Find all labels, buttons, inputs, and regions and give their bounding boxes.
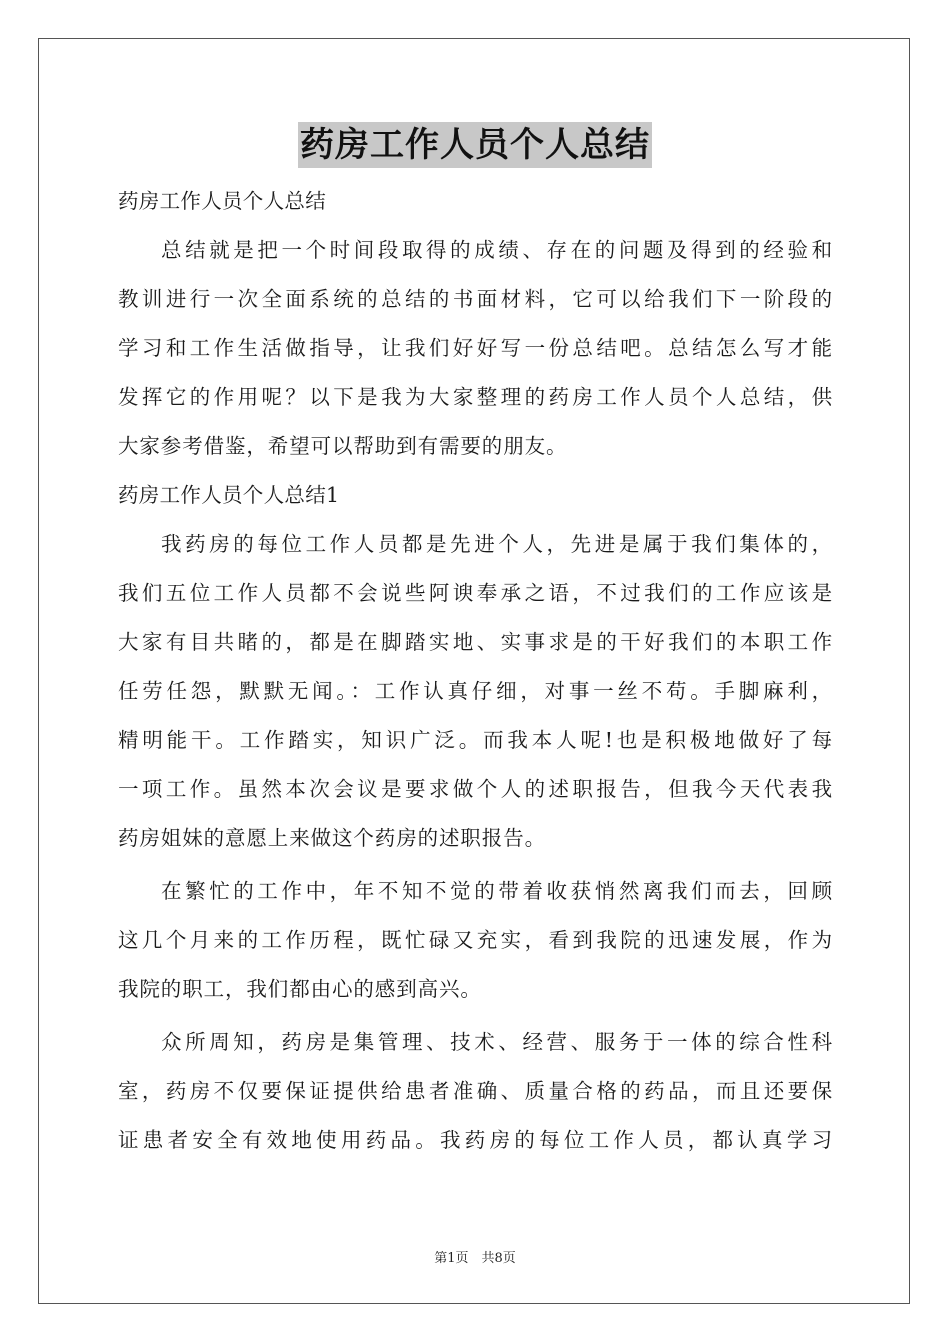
title-container (0, 122, 950, 168)
text-line: 药房姐妹的意愿上来做这个药房的述职报告。 (118, 826, 546, 850)
text-line: 一项工作。虽然本次会议是要求做个人的述职报告，但我今天代表我 (118, 777, 833, 801)
document-title: 药房工作人员个人总结 (298, 122, 652, 168)
text-line: 我们五位工作人员都不会说些阿谀奉承之语，不过我们的工作应该是 (118, 581, 833, 605)
text-line: 教训进行一次全面系统的总结的书面材料，它可以给我们下一阶段的 (118, 287, 833, 311)
text-line: 众所周知，药房是集管理、技术、经营、服务于一体的综合性科 (161, 1030, 833, 1054)
subtitle: 药房工作人员个人总结 (118, 189, 326, 213)
text-line: 发挥它的作用呢？以下是我为大家整理的药房工作人员个人总结，供 (118, 385, 833, 409)
section-heading: 药房工作人员个人总结1 (118, 483, 340, 507)
text-line: 我院的职工，我们都由心的感到高兴。 (118, 977, 482, 1001)
text-line: 学习和工作生活做指导，让我们好好写一份总结吧。总结怎么写才能 (118, 336, 833, 360)
document-body (118, 177, 833, 1165)
text-line: 精明能干。工作踏实，知识广泛。而我本人呢!也是积极地做好了每 (118, 728, 833, 752)
text-line: 任劳任怨，默默无闻。：工作认真仔细，对事一丝不苟。手脚麻利， (118, 679, 833, 703)
paragraph-1 (118, 520, 833, 863)
text-line: 这几个月来的工作历程，既忙碌又充实，看到我院的迅速发展，作为 (118, 928, 833, 952)
page-footer: 第1页 共8页 (434, 1251, 516, 1266)
paragraph-2 (118, 867, 833, 1014)
text-line: 我药房的每位工作人员都是先进个人，先进是属于我们集体的， (161, 532, 833, 556)
text-line: 证患者安全有效地使用药品。我药房的每位工作人员，都认真学习 (118, 1128, 833, 1152)
text-line: 大家有目共睹的，都是在脚踏实地、实事求是的干好我们的本职工作 (118, 630, 833, 654)
text-line: 总结就是把一个时间段取得的成绩、存在的问题及得到的经验和 (161, 238, 833, 262)
paragraph-3 (118, 1018, 833, 1165)
text-line: 大家参考借鉴，希望可以帮助到有需要的朋友。 (118, 434, 568, 458)
text-line: 室，药房不仅要保证提供给患者准确、质量合格的药品，而且还要保 (118, 1079, 833, 1103)
text-line: 在繁忙的工作中，年不知不觉的带着收获悄然离我们而去，回顾 (161, 879, 833, 903)
intro-paragraph (118, 226, 833, 471)
